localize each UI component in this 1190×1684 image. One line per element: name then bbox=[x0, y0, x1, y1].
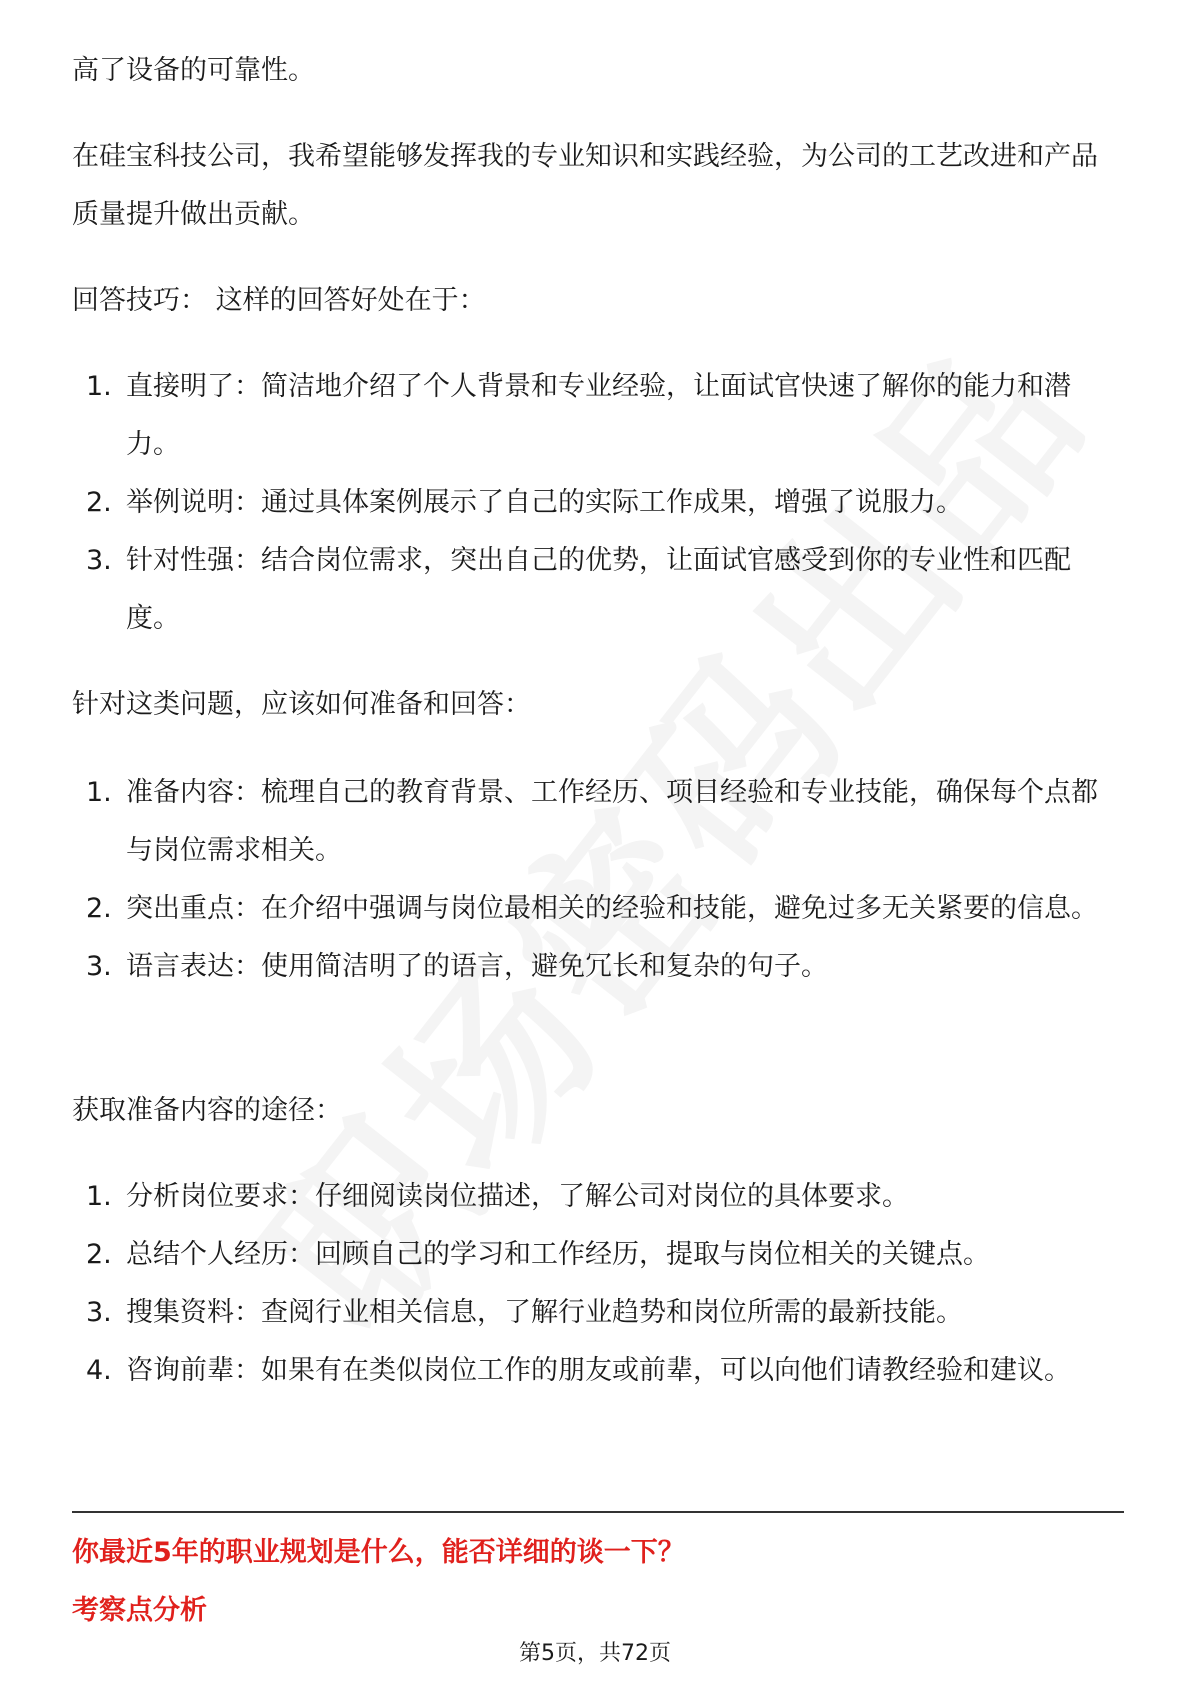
list-item: 4. 咨询前辈：如果有在类似岗位工作的朋友或前辈，可以向他们请教经验和建议。 bbox=[86, 1355, 1071, 1386]
section-subheading: 考察点分析 bbox=[72, 1595, 207, 1626]
list-item: 2. 突出重点：在介绍中强调与岗位最相关的经验和技能，避免过多无关紧要的信息。 bbox=[86, 893, 1098, 924]
paragraph-answer-tips: 回答技巧： 这样的回答好处在于： bbox=[72, 285, 486, 316]
section-question-heading: 你最近5年的职业规划是什么，能否详细的谈一下？ bbox=[72, 1537, 685, 1568]
sources-list bbox=[72, 1168, 1124, 1400]
list-item: 2. 总结个人经历：回顾自己的学习和工作经历，提取与岗位相关的关键点。 bbox=[86, 1239, 990, 1270]
paragraph-contribution: 在硅宝科技公司，我希望能够发挥我的专业知识和实践经验，为公司的工艺改进和产品质量提升做出贡献。 bbox=[72, 141, 1098, 230]
list-item: 1. 分析岗位要求：仔细阅读岗位描述，了解公司对岗位的具体要求。 bbox=[86, 1181, 909, 1212]
list-item: 3. 语言表达：使用简洁明了的语言，避免冗长和复杂的句子。 bbox=[86, 951, 828, 982]
section-divider bbox=[72, 1511, 1124, 1513]
list-item: 2. 举例说明：通过具体案例展示了自己的实际工作成果，增强了说服力。 bbox=[86, 487, 963, 518]
list-item: 1. 直接明了：简洁地介绍了个人背景和专业经验，让面试官快速了解你的能力和潜力。 bbox=[86, 371, 1071, 460]
answer-benefits-list bbox=[72, 358, 1124, 648]
list-item: 3. 针对性强：结合岗位需求，突出自己的优势，让面试官感受到你的专业性和匹配度。 bbox=[86, 545, 1071, 634]
list-item: 3. 搜集资料：查阅行业相关信息，了解行业趋势和岗位所需的最新技能。 bbox=[86, 1297, 963, 1328]
preparation-list bbox=[72, 764, 1124, 996]
paragraph-continuation: 高了设备的可靠性。 bbox=[72, 55, 315, 86]
paragraph-sources: 获取准备内容的途径： bbox=[72, 1095, 342, 1126]
paragraph-how-to-prepare: 针对这类问题，应该如何准备和回答： bbox=[72, 689, 531, 720]
list-item: 1. 准备内容：梳理自己的教育背景、工作经历、项目经验和专业技能，确保每个点都与岗位需求相关。 bbox=[86, 777, 1098, 866]
page-number-footer: 第5页，共72页 bbox=[519, 1641, 671, 1666]
